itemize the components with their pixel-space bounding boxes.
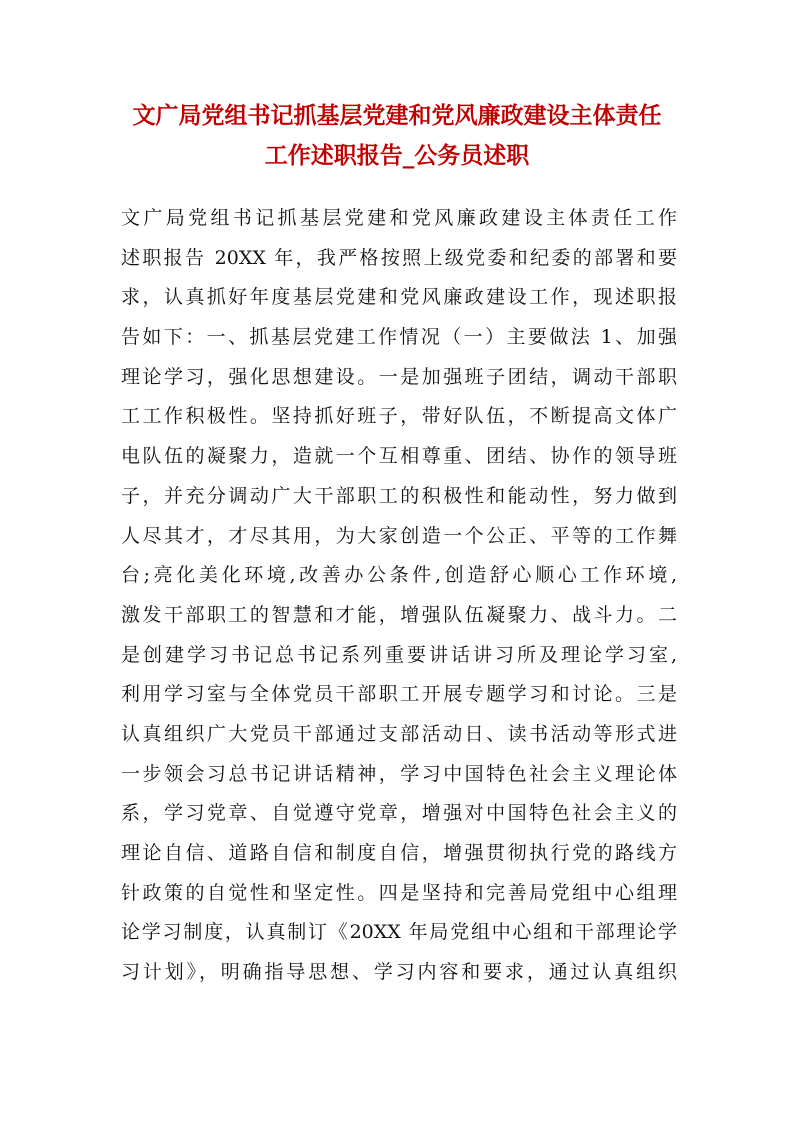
body-line: 告如下：一、抓基层党建工作情况（一）主要做法 1、加强 bbox=[121, 326, 677, 349]
body-line: 论学习制度，认真制订《20XX 年局党组中心组和干部理论学 bbox=[121, 921, 677, 944]
body-line: 一步领会习总书记讲话精神，学习中国特色社会主义理论体 bbox=[121, 762, 677, 785]
body-line: 理论自信、道路自信和制度自信，增强贯彻执行党的路线方 bbox=[121, 842, 677, 864]
body-line: 子，并充分调动广大干部职工的积极性和能动性，努力做到 bbox=[121, 484, 677, 507]
body-line: 针政策的自觉性和坚定性。四是坚持和完善局党组中心组理 bbox=[121, 881, 677, 904]
body-line: 理论学习，强化思想建设。一是加强班子团结，调动干部职 bbox=[121, 365, 677, 388]
body-line: 文广局党组书记抓基层党建和党风廉政建设主体责任工作 bbox=[121, 207, 677, 229]
body-line: 认真组织广大党员干部通过支部活动日、读书活动等形式进 bbox=[121, 722, 677, 745]
body-line: 求，认真抓好年度基层党建和党风廉政建设工作，现述职报 bbox=[121, 286, 677, 309]
body-line: 利用学习室与全体党员干部职工开展专题学习和讨论。三是 bbox=[121, 683, 677, 706]
body-line: 是创建学习书记总书记系列重要讲话讲习所及理论学习室, bbox=[121, 643, 677, 666]
body-line: 述职报告 20XX 年，我严格按照上级党委和纪委的部署和要 bbox=[121, 246, 677, 269]
body-line: 系，学习党章、自觉遵守党章，增强对中国特色社会主义的 bbox=[121, 802, 677, 825]
document-body bbox=[121, 199, 677, 993]
body-line: 工工作积极性。坚持抓好班子，带好队伍，不断提高文体广 bbox=[121, 405, 677, 428]
body-line: 人尽其才，才尽其用，为大家创造一个公正、平等的工作舞 bbox=[121, 524, 677, 547]
body-line: 电队伍的凝聚力，造就一个互相尊重、团结、协作的领导班 bbox=[121, 445, 677, 468]
body-line: 激发干部职工的智慧和才能，增强队伍凝聚力、战斗力。二 bbox=[121, 603, 677, 626]
body-line: 习计划》，明确指导思想、学习内容和要求，通过认真组织 bbox=[121, 961, 677, 984]
title-line: 文广局党组书记抓基层党建和党风廉政建设主体责任 bbox=[132, 102, 662, 129]
title-line: 工作述职报告_公务员述职 bbox=[264, 142, 530, 169]
document-title bbox=[100, 96, 694, 176]
body-line: 台;亮化美化环境,改善办公条件,创造舒心顺心工作环境, bbox=[121, 564, 677, 587]
